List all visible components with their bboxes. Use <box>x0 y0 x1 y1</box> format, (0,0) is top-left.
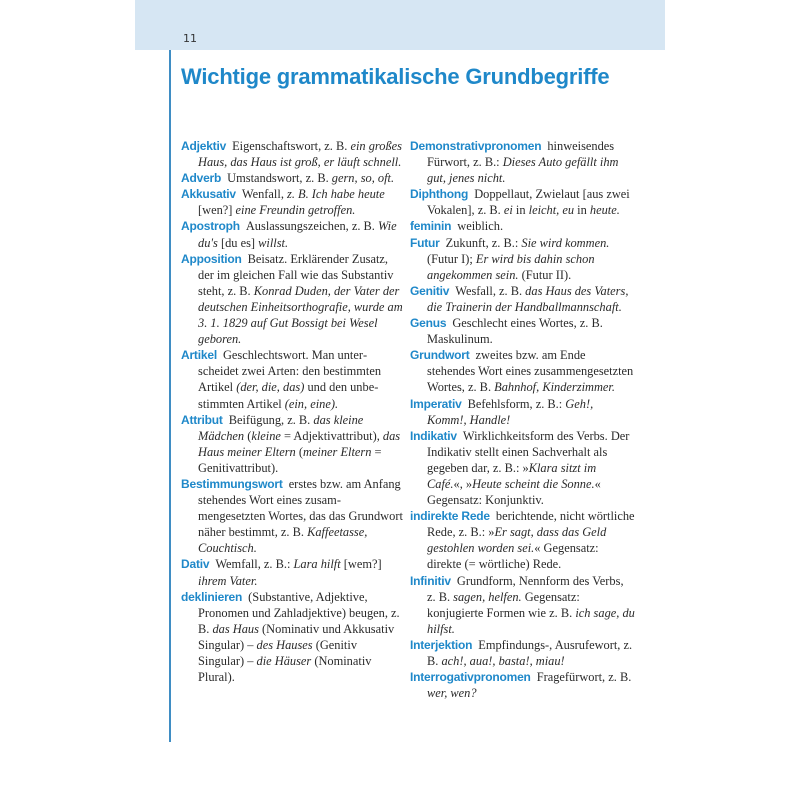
definition-example: gern, so, oft. <box>331 171 395 186</box>
definition-text: Wesfall, z. B. <box>455 283 526 298</box>
definition-text: Wirklichkeitsform des Verbs. Der Indikativ stellt einen Sachverhalt als gegeben dar, z. B.: » <box>427 428 630 475</box>
glossary-term: Interrogativpronomen <box>410 670 531 685</box>
definition-text: Beifügung, z. B. <box>228 412 314 427</box>
glossary-entry <box>410 669 635 701</box>
definition-text: in <box>574 203 590 218</box>
definition-text: ( <box>244 428 252 443</box>
definition-text: ( <box>295 444 303 459</box>
glossary-term: Diphthong <box>410 187 469 202</box>
definition-example: z. B. Ich habe heute <box>287 187 385 202</box>
glossary-term: Artikel <box>181 348 217 363</box>
definition-example: Dieses Auto gefällt ihm gut, jenes nicht. <box>427 155 619 186</box>
definition-example: ach!, aua!, basta!, miau! <box>441 654 565 668</box>
glossary-term: Bestimmungswort <box>181 476 283 491</box>
definition-example: Er wird bis dahin schon angekommen sein. <box>427 251 595 282</box>
definition-example: Wie du's <box>198 219 397 250</box>
definition-text: [du es] <box>217 235 259 250</box>
glossary-entry <box>181 347 403 411</box>
definition-text: (Nominativ und Akkusativ Singular) – <box>198 621 395 652</box>
definition-example: heute. <box>589 203 620 218</box>
definition-example: Sie wird kommen. <box>521 235 610 250</box>
definition-example: des Hauses <box>256 637 313 652</box>
definition-text: (Substantive, Adjektive, Pronomen und Zahladjektive) beugen, z. B. <box>198 589 400 636</box>
definition-text: Doppellaut, Zwielaut [aus zwei Vokalen], z. B. <box>427 187 630 218</box>
glossary-term: Genus <box>410 316 447 331</box>
definition-example: sagen, helfen. <box>453 589 522 604</box>
glossary-entry <box>181 218 403 250</box>
definition-text: Wemfall, z. B.: <box>215 557 294 572</box>
definition-example: Geh!, Komm!, Handle! <box>427 396 594 427</box>
definition-example: leicht, eu <box>528 203 575 218</box>
glossary-term: Futur <box>410 235 440 250</box>
definition-example: eine Freundin getroffen. <box>235 203 356 218</box>
glossary-term: Akkusativ <box>181 187 236 202</box>
definition-text: und den unbestimmten Artikel <box>198 380 379 411</box>
definition-text: Beisatz. Erklärender Zusatz, der im gleichen Fall wie das Substantiv steht, z. B. <box>198 251 394 298</box>
definition-text: (Futur II). <box>518 267 572 282</box>
definition-text: Zukunft, z. B.: <box>445 235 522 250</box>
definition-text: «, » <box>453 476 473 491</box>
glossary-entry <box>181 186 403 218</box>
glossary-term: Apposition <box>181 251 242 266</box>
glossary-term: Adverb <box>181 171 222 186</box>
glossary-entry <box>410 637 635 669</box>
glossary-entry <box>181 251 403 348</box>
definition-text: hinweisendes Fürwort, z. B.: <box>427 139 615 170</box>
definition-text: erstes bzw. am Anfang stehendes Wort eines zusammengesetzten Wortes, das das Grundwort näher bestimmt, z. B. <box>198 476 403 540</box>
glossary-entry <box>410 218 635 234</box>
definition-example: kleine <box>251 428 281 443</box>
glossary-entry <box>410 428 635 508</box>
glossary-entry <box>410 508 635 572</box>
glossary-entry <box>410 347 635 395</box>
definition-text: (Nominativ Plural). <box>198 654 372 685</box>
definition-example: wer, wen? <box>427 686 477 701</box>
definition-text: Eigenschaftswort, z. B. <box>232 139 351 153</box>
definition-text: Auslassungszeichen, z. B. <box>245 219 378 234</box>
glossary-term: Interjektion <box>410 637 473 652</box>
definition-example: Kaffeetasse, Couchtisch. <box>198 525 368 556</box>
definition-text: berichtende, nicht wörtliche Rede, z. B.: » <box>427 509 635 540</box>
glossary-entry <box>410 235 635 283</box>
definition-example: ei <box>503 203 513 218</box>
definition-example: Klara sitzt im Café. <box>427 460 597 491</box>
definition-example: willst. <box>258 235 289 250</box>
glossary-term: Grundwort <box>410 348 470 363</box>
header-band <box>135 0 665 50</box>
definition-text: Empfindungs-, Ausrufewort, z. B. <box>427 637 633 668</box>
glossary-entry <box>410 396 635 428</box>
definition-example: Lara hilft <box>293 557 341 572</box>
definition-text: (Genitiv Singular) – <box>198 637 358 668</box>
definition-text: Geschlechtswort. Man unterscheidet zwei Arten: den bestimmten Artikel <box>198 348 382 395</box>
glossary-term: Imperativ <box>410 396 462 411</box>
glossary-column-left <box>181 138 403 685</box>
definition-text: Umstandswort, z. B. <box>227 171 332 186</box>
definition-text: « Gegensatz: direkte (= wörtliche) Rede. <box>427 541 599 572</box>
glossary-entry <box>181 138 403 170</box>
glossary-term: Infinitiv <box>410 573 451 588</box>
glossary-entry <box>410 283 635 315</box>
definition-text: Geschlecht eines Wortes, z. B. Maskulinum. <box>427 316 603 347</box>
glossary-entry <box>181 556 403 588</box>
glossary-entry <box>410 315 635 347</box>
definition-example: meiner Eltern <box>302 444 372 459</box>
definition-example: Er sagt, dass das Geld gestohlen worden sei. <box>427 525 607 556</box>
definition-text: Grundform, Nennform des Verbs, z. B. <box>427 573 624 604</box>
glossary-entry <box>181 589 403 686</box>
definition-example: die Häuser <box>256 654 312 668</box>
glossary-column-right <box>410 138 635 701</box>
glossary-entry <box>181 170 403 186</box>
definition-text: Fragefürwort, z. B. <box>536 670 632 685</box>
margin-rule <box>169 50 171 742</box>
definition-text: Wenfall, <box>241 187 288 202</box>
definition-text: = Genitivattribut). <box>198 444 382 475</box>
page-title: Wichtige grammatikalische Grundbegriffe <box>181 64 610 89</box>
definition-text: (Futur I); <box>427 251 476 266</box>
glossary-term: Indikativ <box>410 428 457 443</box>
definition-example: Bahnhof, Kinderzimmer. <box>494 380 615 395</box>
definition-text: [wen?] <box>198 203 236 218</box>
glossary-term: Apostroph <box>181 219 240 234</box>
definition-text: = Adjektivattribut), <box>280 428 383 443</box>
definition-text: Befehlsform, z. B.: <box>467 396 566 411</box>
glossary-term: deklinieren <box>181 589 243 604</box>
definition-text: weiblich. <box>457 219 504 234</box>
definition-example: das Haus meiner Eltern <box>198 428 401 459</box>
glossary-entry <box>181 412 403 476</box>
glossary-term: indirekte Rede <box>410 509 490 524</box>
glossary-term: Dativ <box>181 557 210 572</box>
definition-example: das Haus des Vaters, die Trainerin der Handballmannschaft. <box>427 283 629 314</box>
definition-example: (ein, eine). <box>284 396 339 411</box>
glossary-term: Demonstrativpronomen <box>410 139 542 153</box>
glossary-entry <box>410 138 635 186</box>
definition-text: « Gegensatz: Konjunktiv. <box>427 476 601 508</box>
page-number: 11 <box>183 32 197 45</box>
glossary-term: Genitiv <box>410 283 450 298</box>
glossary-term: feminin <box>410 219 452 234</box>
definition-text: Gegensatz: konjugierte Formen wie z. B. <box>427 589 580 620</box>
definition-example: ein großes Haus, das Haus ist groß, er läuft schnell. <box>198 139 402 170</box>
definition-example: ich sage, du hilfst. <box>427 605 635 636</box>
glossary-entry <box>181 476 403 556</box>
glossary-term: Adjektiv <box>181 139 227 153</box>
definition-example: (der, die, das) <box>236 380 305 395</box>
definition-example: Konrad Duden, der Vater der deutschen Einheitsorthografie, wurde am 3. 1. 1829 auf Gut Bossigt bei Wesel geboren. <box>198 283 403 347</box>
glossary-entry <box>410 573 635 637</box>
definition-example: das kleine Mädchen <box>198 412 364 443</box>
definition-text: zweites bzw. am Ende stehendes Wort eines zusammengesetzten Wortes, z. B. <box>427 348 634 395</box>
definition-example: Heute scheint die Sonne. <box>472 476 595 491</box>
glossary-entry <box>410 186 635 218</box>
glossary-term: Attribut <box>181 412 223 427</box>
definition-text: in <box>512 203 529 218</box>
definition-text: [wem?] <box>340 557 382 572</box>
definition-example: das Haus <box>212 621 259 636</box>
definition-example: ihrem Vater. <box>198 573 258 588</box>
